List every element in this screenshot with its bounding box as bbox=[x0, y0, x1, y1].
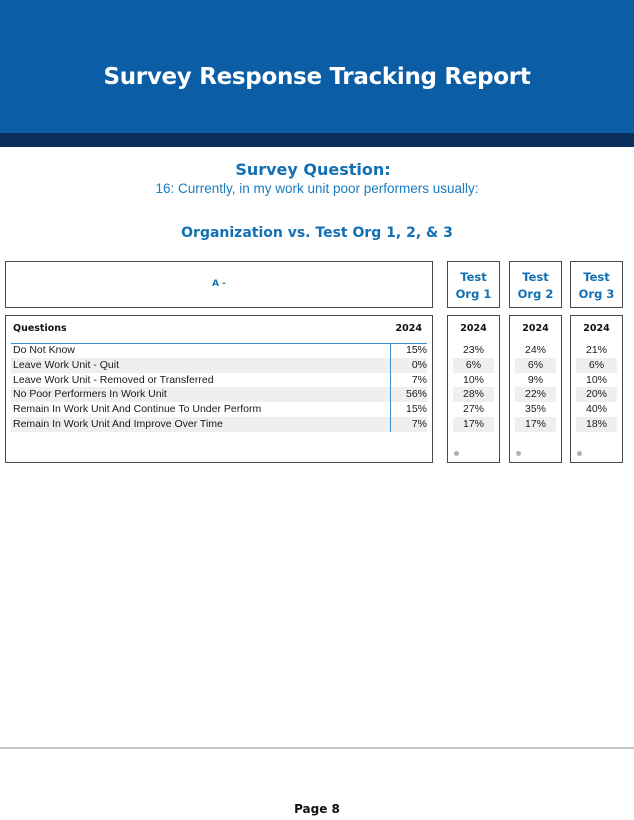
test-org-2-header bbox=[509, 261, 562, 308]
table-row bbox=[510, 402, 561, 417]
table-row bbox=[571, 417, 622, 432]
test-org-3-results bbox=[570, 315, 623, 463]
scroll-indicator[interactable] bbox=[577, 451, 582, 456]
table-row bbox=[510, 417, 561, 432]
test-org-3-header bbox=[570, 261, 623, 308]
organization-header-box bbox=[5, 261, 433, 308]
table-row bbox=[448, 387, 499, 402]
response-percent: 27% bbox=[462, 403, 484, 416]
table-row bbox=[448, 343, 499, 358]
response-percent: 35% bbox=[524, 403, 546, 416]
survey-question-text: 16: Currently, in my work unit poor performers usually: bbox=[155, 181, 479, 196]
test-org-1-label bbox=[448, 269, 499, 303]
table-row bbox=[571, 402, 622, 417]
response-percent: 15% bbox=[405, 344, 427, 356]
organization-label: A - bbox=[212, 279, 226, 289]
table-row bbox=[6, 387, 432, 402]
scroll-indicator[interactable] bbox=[454, 451, 459, 456]
test-org-3-year-header: 2024 bbox=[583, 323, 610, 334]
response-percent: 6% bbox=[515, 358, 556, 373]
test-org-1-year-header: 2024 bbox=[460, 323, 487, 334]
table-row bbox=[448, 373, 499, 388]
response-option: Leave Work Unit - Quit bbox=[13, 358, 120, 371]
response-percent: 6% bbox=[576, 358, 617, 373]
response-percent: 28% bbox=[453, 387, 494, 402]
table-row bbox=[510, 343, 561, 358]
test-org-2-results bbox=[509, 315, 562, 463]
test-org-2-rows bbox=[510, 343, 561, 432]
response-option: Leave Work Unit - Removed or Transferred bbox=[13, 373, 214, 386]
response-percent: 6% bbox=[453, 358, 494, 373]
response-percent: 40% bbox=[585, 403, 607, 416]
response-percent: 9% bbox=[527, 373, 544, 386]
table-row bbox=[448, 402, 499, 417]
table-row bbox=[448, 417, 499, 432]
test-org-3-rows bbox=[571, 343, 622, 432]
response-percent: 18% bbox=[576, 417, 617, 432]
table-row bbox=[6, 417, 432, 432]
organization-rows bbox=[6, 343, 432, 432]
response-percent: 56% bbox=[405, 388, 427, 401]
table-row bbox=[510, 358, 561, 373]
survey-question-heading: Survey Question: bbox=[235, 160, 391, 179]
report-title: Survey Response Tracking Report bbox=[103, 64, 531, 90]
table-row bbox=[448, 358, 499, 373]
table-row bbox=[510, 373, 561, 388]
response-option: Remain In Work Unit And Improve Over Time bbox=[13, 417, 223, 430]
test-org-3-label bbox=[571, 269, 622, 303]
response-option: No Poor Performers In Work Unit bbox=[13, 388, 167, 401]
response-percent: 10% bbox=[462, 373, 484, 386]
table-row bbox=[6, 343, 432, 358]
test-org-2-label-line1: Test bbox=[522, 270, 549, 284]
response-percent: 7% bbox=[411, 417, 427, 430]
response-option: Remain In Work Unit And Continue To Under Perform bbox=[13, 403, 262, 416]
comparison-title: Organization vs. Test Org 1, 2, & 3 bbox=[181, 225, 453, 241]
response-percent: 0% bbox=[411, 358, 427, 371]
questions-column-header: Questions bbox=[13, 323, 67, 334]
response-percent: 21% bbox=[585, 344, 607, 356]
response-percent: 20% bbox=[576, 387, 617, 402]
response-percent: 17% bbox=[515, 417, 556, 432]
table-row bbox=[571, 358, 622, 373]
table-row bbox=[6, 358, 432, 373]
table-row bbox=[6, 373, 432, 388]
footer-divider bbox=[0, 747, 634, 749]
response-percent: 23% bbox=[462, 344, 484, 356]
test-org-1-label-line2: Org 1 bbox=[455, 287, 492, 301]
test-org-2-label-line2: Org 2 bbox=[517, 287, 554, 301]
organization-results-table bbox=[5, 315, 433, 463]
response-percent: 10% bbox=[585, 373, 607, 386]
test-org-1-rows bbox=[448, 343, 499, 432]
response-percent: 7% bbox=[411, 373, 427, 386]
year-column-header: 2024 bbox=[395, 323, 422, 334]
table-row bbox=[571, 373, 622, 388]
page-number: Page 8 bbox=[294, 802, 340, 816]
scroll-indicator[interactable] bbox=[516, 451, 521, 456]
response-percent: 24% bbox=[524, 344, 546, 356]
table-row bbox=[571, 387, 622, 402]
test-org-1-header bbox=[447, 261, 500, 308]
response-option: Do Not Know bbox=[13, 344, 75, 356]
test-org-3-label-line2: Org 3 bbox=[578, 287, 615, 301]
response-percent: 22% bbox=[515, 387, 556, 402]
test-org-2-year-header: 2024 bbox=[522, 323, 549, 334]
test-org-1-label-line1: Test bbox=[460, 270, 487, 284]
test-org-1-results bbox=[447, 315, 500, 463]
value-column-divider bbox=[390, 343, 391, 432]
table-row bbox=[571, 343, 622, 358]
table-row bbox=[6, 402, 432, 417]
test-org-2-label bbox=[510, 269, 561, 303]
banner-stripe bbox=[0, 133, 634, 147]
response-percent: 17% bbox=[453, 417, 494, 432]
table-row bbox=[510, 387, 561, 402]
test-org-3-label-line1: Test bbox=[583, 270, 610, 284]
response-percent: 15% bbox=[405, 403, 427, 416]
